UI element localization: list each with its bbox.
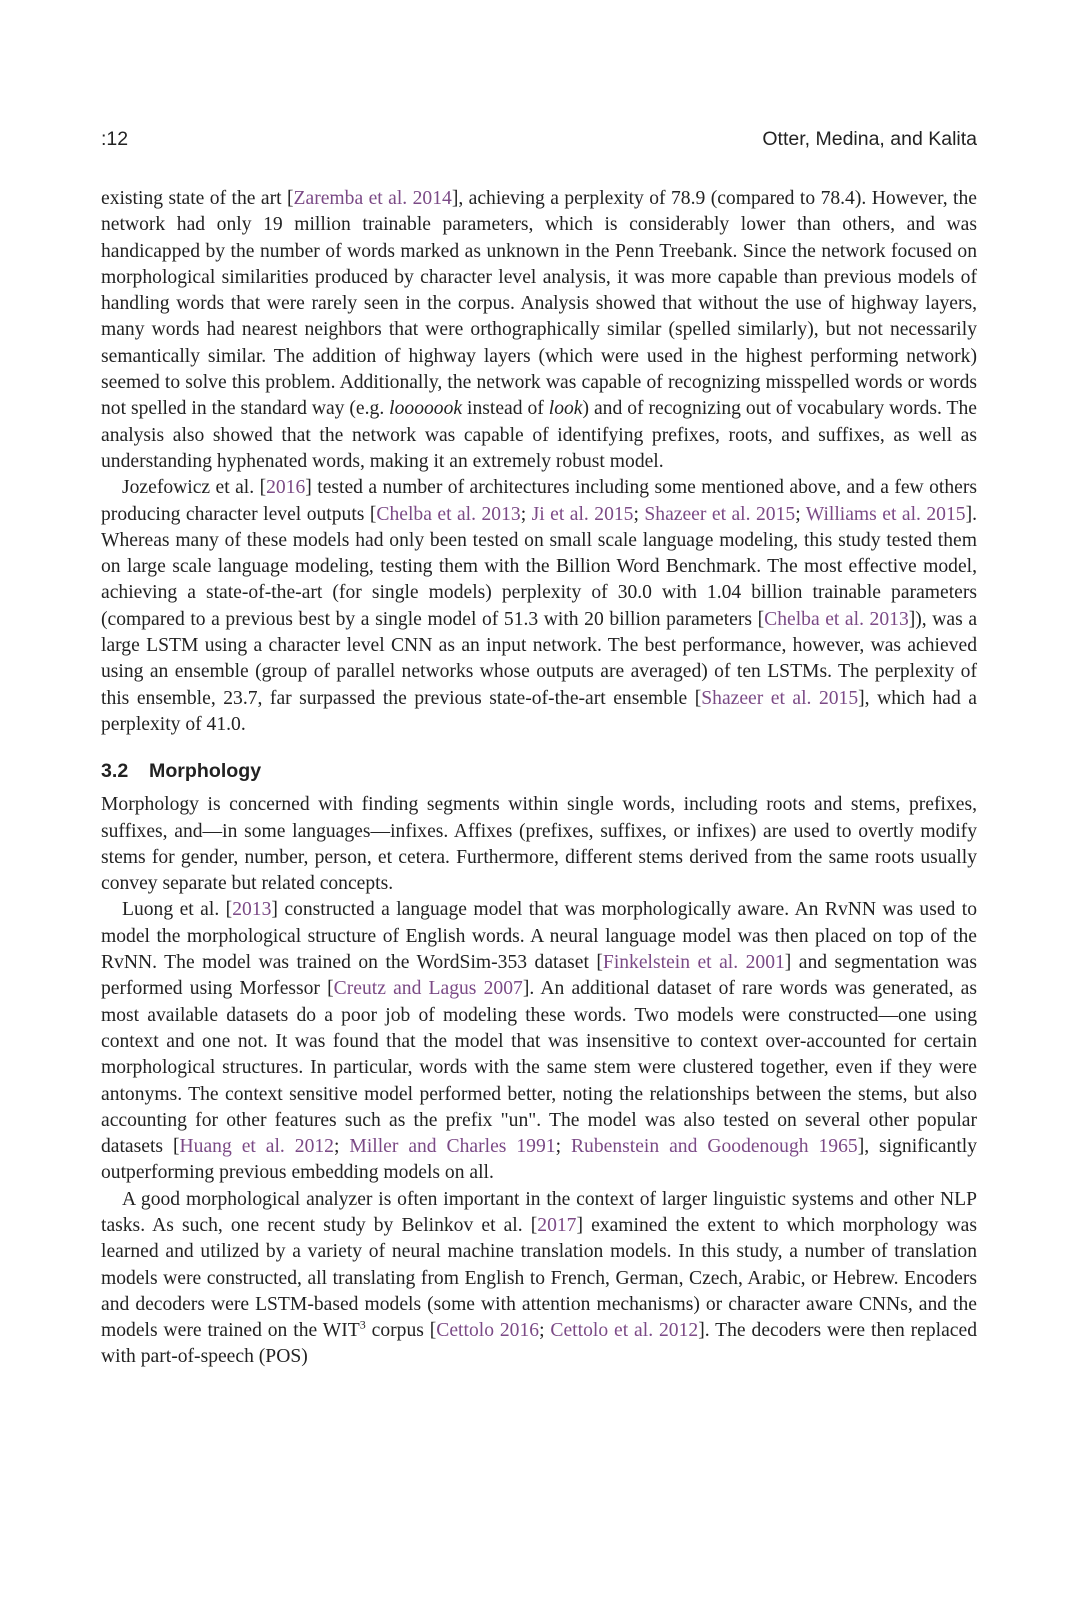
citation-link[interactable]: Shazeer et al. 2015 [644,503,796,525]
citation-link[interactable]: Zaremba et al. 2014 [293,188,452,209]
running-head [101,128,977,158]
emphasis: looooook [389,398,463,420]
paragraph-3 [101,792,977,897]
text-run: Morphology is concerned with finding segments within single words, including roots and stems, prefixes, suffixes, and—in some languages—infixes. Affixes (prefixes, suffixes, or infixes) are used to overtly modify stems for gender, number, person, et cetera. Furthermore, different stems derived from the same roots usually convey separate but related concepts. [101,794,977,895]
citation-link[interactable]: Miller and Charles 1991 [349,1136,556,1158]
text-run: corpus [ [365,1320,437,1342]
citation-link[interactable]: Chelba et al. 2013 [376,503,521,525]
paragraph-2 [101,475,977,738]
text-run: ; [555,1136,571,1158]
citation-link[interactable]: Rubenstein and Goodenough 1965 [570,1136,858,1158]
text-run: ]. An additional dataset of rare words was generated, as most available datasets do a poor job of modeling these words. Two models were constructed—one using context and one not. It was found that the model that was insensitive to context over-accounted for certain morphological structures. In particular, words with the same stem were clustered together, even if they were antonyms. The context sensitive model performed better, noting the relationships between the stems, but also accounting for other features such as the prefix "un". The model was also tested on several other popular datasets [ [101,978,977,1158]
text-run: ] examined the extent to which morphology was learned and utilized by a variety of neural machine translation models. In this study, a number of translation models were constructed, all translating from English to French, German, Czech, Arabic, or Hebrew. Encoders and decoders were LSTM-based models (some with attention mechanisms) or character aware CNNs, and the models were trained on the WIT [101,1214,977,1342]
text-run: Luong et al. [ [122,899,233,921]
text-run: ] tested a number of architectures including some mentioned above, and a few others producing character level outputs [ [101,477,977,525]
citation-link[interactable]: Cettolo 2016 [436,1320,540,1342]
paragraph-4 [101,897,977,1186]
text-run: Jozefowicz et al. [ [122,477,267,499]
page-number: :12 [101,128,129,150]
text-run: ; [633,503,645,525]
citation-link[interactable]: 2016 [266,477,306,499]
text-run: ] constructed a language model that was morphologically aware. An RvNN was used to model the morphological structure of English words. A neural language model was then placed on top of the RvNN. The model was trained on the WordSim-353 dataset [ [101,899,977,974]
citation-link[interactable]: Shazeer et al. 2015 [701,687,859,709]
section-title: Morphology [149,760,262,783]
text-run: ], which had a perplexity of 41.0. [101,687,977,735]
citation-link[interactable]: 2013 [232,899,272,921]
running-head-authors: Otter, Medina, and Kalita [762,128,977,150]
text-run: ]. Whereas many of these models had only been tested on small scale language modeling, this study tested them on large scale language modeling, testing them with the Billion Word Benchmark. The most effective model, achieving a state-of-the-art (for single models) perplexity of 30.0 with 1.04 billion trainable parameters (compared to a previous best by a single model of 51.3 with 20 billion parameters [ [101,503,978,630]
text-run: ]. The decoders were then replaced with part-of-speech (POS) [101,1320,977,1368]
text-run: A good morphological analyzer is often important in the context of larger linguistic systems and other NLP tasks. As such, one recent study by Belinkov et al. [ [101,1188,977,1236]
citation-link[interactable]: Cettolo et al. 2012 [550,1320,699,1342]
section-number: 3.2 [101,760,129,783]
text-run: ] and segmentation was performed using Morfessor [ [101,952,977,1000]
text-run: ; [520,503,532,525]
text-run: ; [795,503,806,525]
text-run: existing state of the art [ [101,188,294,209]
superscript: 3 [359,1317,366,1332]
page [101,0,977,1600]
text-run: ]), was a large LSTM using a character level CNN as an input network. The best performance, however, was achieved using an ensemble (group of parallel networks whose outputs are averaged) of ten LSTMs. The perplexity of this ensemble, 23.7, far surpassed the previous state-of-the-art ensemble [ [101,608,978,709]
paragraph-5 [101,1187,977,1371]
section-heading [101,758,977,784]
citation-link[interactable]: Huang et al. 2012 [179,1136,334,1158]
citation-link[interactable]: 2017 [537,1214,577,1236]
citation-link[interactable]: Creutz and Lagus 2007 [333,978,523,1000]
text-run: ], achieving a perplexity of 78.9 (compared to 78.4). However, the network had only 19 million trainable parameters, which is considerably lower than others, and was handicapped by the number of words marked as unknown in the Penn Treebank. Since the network focused on morphological similarities produced by character level analysis, it was more capable than previous models of handling words that were rarely seen in the corpus. Analysis showed that without the use of highway layers, many words had nearest neighbors that were orthographically similar (spelled similarly), but not necessarily semantically similar. The addition of highway layers (which were used in the highest performing network) seemed to solve this problem. Additionally, the network was capable of recognizing misspelled words or words not spelled in the standard way (e.g. [101,188,977,420]
citation-link[interactable]: Finkelstein et al. 2001 [602,952,785,974]
text-run: instead of [462,398,549,420]
citation-link[interactable]: Chelba et al. 2013 [764,608,909,630]
text-run: ], significantly outperforming previous embedding models on all. [101,1136,978,1184]
text-run: ) and of recognizing out of vocabulary words. The analysis also showed that the network was capable of identifying prefixes, roots, and suffixes, as well as understanding hyphenated words, making it an extremely robust model. [101,398,977,472]
citation-link[interactable]: Williams et al. 2015 [805,503,966,525]
text-run: ; [333,1136,350,1158]
emphasis: look [548,398,583,420]
citation-link[interactable]: Ji et al. 2015 [531,503,634,525]
paragraph-1 [101,186,977,475]
text-run: ; [539,1320,551,1342]
body-text [101,186,977,1371]
